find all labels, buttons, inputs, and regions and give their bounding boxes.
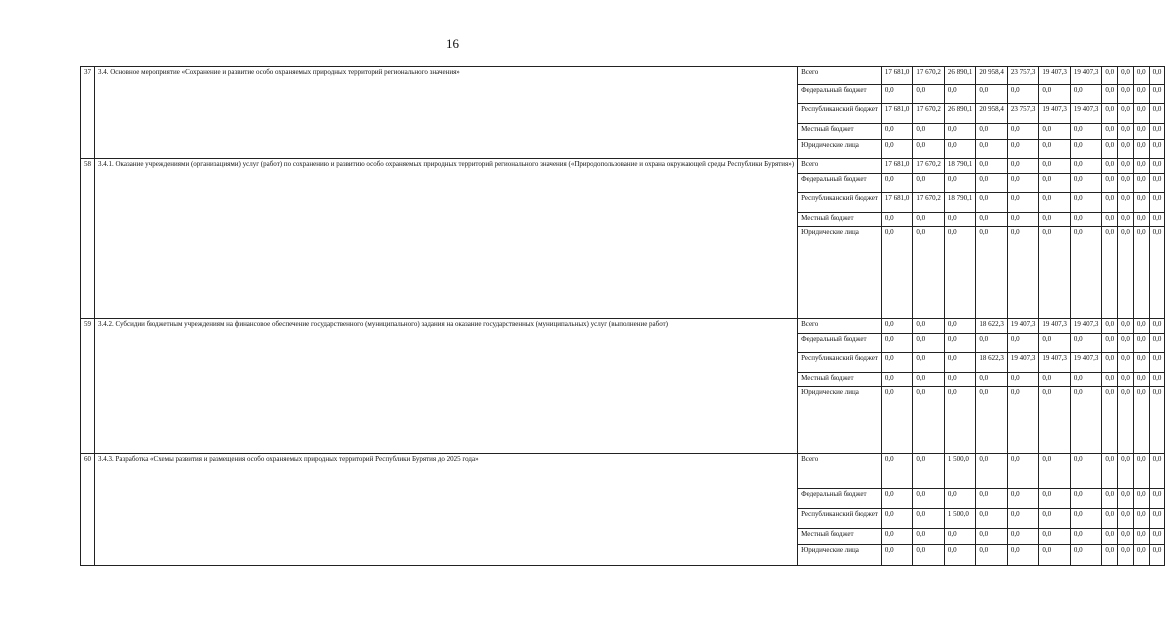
amount-cell: 0,0 [881, 489, 913, 509]
amount-cell: 0,0 [881, 319, 913, 334]
amount-cell: 0,0 [944, 529, 976, 545]
amount-cell: 19 407,3 [1039, 104, 1071, 124]
funding-source: Республиканский бюджет [798, 104, 882, 124]
amount-cell: 0,0 [1133, 227, 1149, 319]
amount-cell: 0,0 [913, 373, 945, 387]
amount-cell: 0,0 [1149, 213, 1165, 227]
amount-cell: 18 622,3 [976, 319, 1008, 334]
funding-source: Всего [798, 319, 882, 334]
amount-cell: 0,0 [1102, 334, 1118, 353]
amount-cell: 17 670,2 [913, 67, 945, 85]
amount-cell: 0,0 [913, 334, 945, 353]
amount-cell: 0,0 [1118, 227, 1134, 319]
amount-cell: 18 790,1 [944, 159, 976, 174]
amount-cell: 0,0 [1007, 174, 1039, 193]
amount-cell: 0,0 [913, 509, 945, 529]
amount-cell: 0,0 [944, 489, 976, 509]
amount-cell: 0,0 [1039, 124, 1071, 140]
amount-cell: 0,0 [1039, 454, 1071, 489]
amount-cell: 0,0 [913, 454, 945, 489]
amount-cell: 0,0 [1007, 140, 1039, 159]
amount-cell: 0,0 [1007, 454, 1039, 489]
amount-cell: 0,0 [1070, 373, 1102, 387]
amount-cell: 0,0 [1007, 159, 1039, 174]
amount-cell: 0,0 [944, 174, 976, 193]
amount-cell: 19 407,3 [1070, 104, 1102, 124]
amount-cell: 0,0 [976, 509, 1008, 529]
amount-cell: 0,0 [881, 227, 913, 319]
measure-name: 3.4.3. Разработка «Схемы развития и размещения особо охраняемых природных территорий Республики Бурятия до 2025 года» [95, 454, 798, 566]
amount-cell: 0,0 [1133, 529, 1149, 545]
amount-cell: 17 670,2 [913, 104, 945, 124]
amount-cell: 0,0 [913, 174, 945, 193]
amount-cell: 0,0 [1102, 85, 1118, 104]
amount-cell: 0,0 [944, 387, 976, 454]
amount-cell: 0,0 [1102, 67, 1118, 85]
amount-cell: 0,0 [1149, 104, 1165, 124]
amount-cell: 0,0 [1007, 85, 1039, 104]
amount-cell: 0,0 [881, 545, 913, 566]
amount-cell: 0,0 [1070, 213, 1102, 227]
amount-cell: 0,0 [1133, 454, 1149, 489]
funding-source: Федеральный бюджет [798, 174, 882, 193]
amount-cell: 0,0 [1118, 545, 1134, 566]
amount-cell: 0,0 [1149, 353, 1165, 373]
amount-cell: 0,0 [1149, 174, 1165, 193]
funding-source: Республиканский бюджет [798, 509, 882, 529]
amount-cell: 0,0 [944, 373, 976, 387]
amount-cell: 0,0 [1149, 373, 1165, 387]
amount-cell: 19 407,3 [1039, 67, 1071, 85]
amount-cell: 0,0 [1149, 319, 1165, 334]
amount-cell: 0,0 [1070, 509, 1102, 529]
amount-cell: 0,0 [881, 454, 913, 489]
amount-cell: 0,0 [913, 213, 945, 227]
amount-cell: 0,0 [1007, 545, 1039, 566]
amount-cell: 17 670,2 [913, 193, 945, 213]
amount-cell: 0,0 [1039, 213, 1071, 227]
amount-cell: 0,0 [1007, 193, 1039, 213]
amount-cell: 0,0 [1149, 489, 1165, 509]
amount-cell: 0,0 [1039, 193, 1071, 213]
budget-table [80, 66, 1165, 566]
amount-cell: 23 757,3 [1007, 67, 1039, 85]
amount-cell: 19 407,3 [1007, 319, 1039, 334]
amount-cell: 0,0 [1118, 159, 1134, 174]
funding-source: Всего [798, 454, 882, 489]
amount-cell: 0,0 [944, 334, 976, 353]
amount-cell: 0,0 [1070, 124, 1102, 140]
row-number: 37 [81, 67, 95, 159]
amount-cell: 0,0 [1102, 193, 1118, 213]
amount-cell: 0,0 [913, 545, 945, 566]
amount-cell: 0,0 [1039, 509, 1071, 529]
amount-cell: 0,0 [1070, 387, 1102, 454]
amount-cell: 0,0 [1070, 227, 1102, 319]
amount-cell: 0,0 [1149, 85, 1165, 104]
amount-cell: 0,0 [1118, 353, 1134, 373]
amount-cell: 0,0 [1102, 353, 1118, 373]
amount-cell: 0,0 [1102, 213, 1118, 227]
amount-cell: 0,0 [1102, 529, 1118, 545]
amount-cell: 0,0 [1007, 334, 1039, 353]
amount-cell: 17 681,0 [881, 193, 913, 213]
amount-cell: 0,0 [1070, 159, 1102, 174]
amount-cell: 23 757,3 [1007, 104, 1039, 124]
amount-cell: 0,0 [1007, 213, 1039, 227]
amount-cell: 1 500,0 [944, 509, 976, 529]
amount-cell: 0,0 [1133, 213, 1149, 227]
funding-source: Местный бюджет [798, 373, 882, 387]
row-number: 59 [81, 319, 95, 454]
amount-cell: 0,0 [976, 159, 1008, 174]
amount-cell: 0,0 [1133, 174, 1149, 193]
amount-cell: 0,0 [1118, 67, 1134, 85]
amount-cell: 18 790,1 [944, 193, 976, 213]
funding-source: Местный бюджет [798, 124, 882, 140]
amount-cell: 0,0 [881, 334, 913, 353]
amount-cell: 0,0 [913, 387, 945, 454]
amount-cell: 0,0 [913, 319, 945, 334]
amount-cell: 0,0 [1118, 319, 1134, 334]
amount-cell: 0,0 [1133, 124, 1149, 140]
funding-source: Местный бюджет [798, 213, 882, 227]
amount-cell: 0,0 [881, 174, 913, 193]
amount-cell: 0,0 [1070, 193, 1102, 213]
amount-cell: 19 407,3 [1007, 353, 1039, 373]
amount-cell: 0,0 [1039, 85, 1071, 104]
amount-cell: 0,0 [1118, 334, 1134, 353]
amount-cell: 0,0 [881, 85, 913, 104]
amount-cell: 0,0 [1039, 545, 1071, 566]
amount-cell: 0,0 [1070, 454, 1102, 489]
funding-source: Местный бюджет [798, 529, 882, 545]
amount-cell: 0,0 [881, 373, 913, 387]
funding-source: Всего [798, 159, 882, 174]
amount-cell: 0,0 [1133, 67, 1149, 85]
amount-cell: 0,0 [1149, 124, 1165, 140]
amount-cell: 0,0 [1007, 489, 1039, 509]
amount-cell: 0,0 [1039, 373, 1071, 387]
amount-cell: 0,0 [976, 373, 1008, 387]
amount-cell: 0,0 [944, 227, 976, 319]
funding-source: Юридические лица [798, 140, 882, 159]
amount-cell: 0,0 [1149, 545, 1165, 566]
amount-cell: 0,0 [1118, 529, 1134, 545]
amount-cell: 0,0 [976, 545, 1008, 566]
funding-source: Федеральный бюджет [798, 334, 882, 353]
amount-cell: 0,0 [976, 529, 1008, 545]
amount-cell: 0,0 [1133, 387, 1149, 454]
amount-cell: 0,0 [1039, 529, 1071, 545]
funding-source: Федеральный бюджет [798, 85, 882, 104]
amount-cell: 0,0 [881, 387, 913, 454]
amount-cell: 0,0 [1133, 193, 1149, 213]
amount-cell: 0,0 [1102, 509, 1118, 529]
row-number: 60 [81, 454, 95, 566]
amount-cell: 0,0 [1149, 227, 1165, 319]
amount-cell: 20 958,4 [976, 104, 1008, 124]
amount-cell: 0,0 [1133, 140, 1149, 159]
amount-cell: 17 681,0 [881, 104, 913, 124]
amount-cell: 0,0 [1118, 124, 1134, 140]
funding-source: Всего [798, 67, 882, 85]
amount-cell: 0,0 [1102, 454, 1118, 489]
amount-cell: 0,0 [913, 529, 945, 545]
amount-cell: 0,0 [944, 545, 976, 566]
amount-cell: 0,0 [1007, 373, 1039, 387]
amount-cell: 1 500,0 [944, 454, 976, 489]
amount-cell: 0,0 [1102, 387, 1118, 454]
amount-cell: 0,0 [1102, 545, 1118, 566]
amount-cell: 17 670,2 [913, 159, 945, 174]
amount-cell: 0,0 [1070, 529, 1102, 545]
amount-cell: 0,0 [1070, 174, 1102, 193]
amount-cell: 26 890,1 [944, 67, 976, 85]
amount-cell: 0,0 [1070, 545, 1102, 566]
amount-cell: 0,0 [976, 140, 1008, 159]
amount-cell: 0,0 [913, 85, 945, 104]
amount-cell: 0,0 [1118, 140, 1134, 159]
amount-cell: 0,0 [1039, 227, 1071, 319]
page-number: 16 [446, 36, 459, 51]
amount-cell: 0,0 [976, 193, 1008, 213]
amount-cell: 0,0 [1070, 85, 1102, 104]
amount-cell: 0,0 [1039, 334, 1071, 353]
amount-cell: 19 407,3 [1070, 67, 1102, 85]
amount-cell: 0,0 [1133, 319, 1149, 334]
amount-cell: 0,0 [1007, 124, 1039, 140]
amount-cell: 0,0 [976, 489, 1008, 509]
amount-cell: 0,0 [1102, 104, 1118, 124]
amount-cell: 0,0 [1102, 159, 1118, 174]
amount-cell: 0,0 [1133, 353, 1149, 373]
amount-cell: 18 622,3 [976, 353, 1008, 373]
amount-cell: 0,0 [976, 454, 1008, 489]
measure-name: 3.4. Основное мероприятие «Сохранение и развитие особо охраняемых природных территорий регионального значения» [95, 67, 798, 159]
table-row [81, 454, 1165, 489]
amount-cell: 0,0 [913, 353, 945, 373]
amount-cell: 0,0 [1102, 227, 1118, 319]
amount-cell: 0,0 [1118, 193, 1134, 213]
amount-cell: 0,0 [1133, 104, 1149, 124]
amount-cell: 0,0 [913, 227, 945, 319]
amount-cell: 0,0 [1007, 227, 1039, 319]
funding-source: Республиканский бюджет [798, 193, 882, 213]
amount-cell: 0,0 [1118, 387, 1134, 454]
amount-cell: 19 407,3 [1070, 353, 1102, 373]
amount-cell: 17 681,0 [881, 159, 913, 174]
table-row [81, 67, 1165, 85]
amount-cell: 0,0 [1007, 509, 1039, 529]
amount-cell: 0,0 [1149, 387, 1165, 454]
amount-cell: 0,0 [1133, 85, 1149, 104]
amount-cell: 0,0 [1149, 140, 1165, 159]
amount-cell: 0,0 [976, 85, 1008, 104]
amount-cell: 0,0 [1007, 529, 1039, 545]
amount-cell: 0,0 [1102, 319, 1118, 334]
amount-cell: 0,0 [944, 140, 976, 159]
funding-source: Юридические лица [798, 545, 882, 566]
amount-cell: 0,0 [1039, 140, 1071, 159]
funding-source: Федеральный бюджет [798, 489, 882, 509]
amount-cell: 17 681,0 [881, 67, 913, 85]
amount-cell: 0,0 [1039, 174, 1071, 193]
funding-source: Юридические лица [798, 387, 882, 454]
amount-cell: 0,0 [1039, 387, 1071, 454]
amount-cell: 0,0 [1149, 159, 1165, 174]
amount-cell: 0,0 [1102, 124, 1118, 140]
amount-cell: 0,0 [1149, 67, 1165, 85]
table-row [81, 319, 1165, 334]
amount-cell: 0,0 [1133, 373, 1149, 387]
amount-cell: 0,0 [1149, 509, 1165, 529]
measure-name: 3.4.2. Субсидии бюджетным учреждениям на финансовое обеспечение государственного (муниципального) задания на оказание государственных (муниципальных) услуг (выполнение работ) [95, 319, 798, 454]
measure-name: 3.4.1. Оказание учреждениями (организациями) услуг (работ) по сохранению и развитию особо охраняемых природных территорий регионального значения («Природопользование и охрана окружающей среды Республики Бурятия») [95, 159, 798, 319]
amount-cell: 0,0 [913, 140, 945, 159]
amount-cell: 0,0 [1102, 489, 1118, 509]
amount-cell: 0,0 [1149, 334, 1165, 353]
amount-cell: 0,0 [944, 124, 976, 140]
amount-cell: 0,0 [1118, 213, 1134, 227]
amount-cell: 0,0 [881, 353, 913, 373]
amount-cell: 19 407,3 [1039, 353, 1071, 373]
row-number: 58 [81, 159, 95, 319]
amount-cell: 0,0 [944, 319, 976, 334]
amount-cell: 0,0 [944, 85, 976, 104]
amount-cell: 0,0 [1118, 509, 1134, 529]
amount-cell: 0,0 [1149, 454, 1165, 489]
amount-cell: 0,0 [1118, 174, 1134, 193]
amount-cell: 0,0 [1070, 334, 1102, 353]
amount-cell: 0,0 [913, 489, 945, 509]
amount-cell: 0,0 [976, 334, 1008, 353]
amount-cell: 0,0 [1118, 373, 1134, 387]
amount-cell: 0,0 [1133, 545, 1149, 566]
amount-cell: 0,0 [1102, 174, 1118, 193]
amount-cell: 0,0 [976, 387, 1008, 454]
amount-cell: 0,0 [881, 124, 913, 140]
amount-cell: 20 958,4 [976, 67, 1008, 85]
amount-cell: 0,0 [881, 529, 913, 545]
amount-cell: 0,0 [1007, 387, 1039, 454]
table-row [81, 159, 1165, 174]
amount-cell: 0,0 [1133, 159, 1149, 174]
amount-cell: 0,0 [1102, 373, 1118, 387]
amount-cell: 0,0 [944, 353, 976, 373]
amount-cell: 0,0 [1133, 509, 1149, 529]
amount-cell: 19 407,3 [1070, 319, 1102, 334]
amount-cell: 0,0 [1133, 489, 1149, 509]
amount-cell: 26 890,1 [944, 104, 976, 124]
funding-source: Республиканский бюджет [798, 353, 882, 373]
amount-cell: 0,0 [1039, 489, 1071, 509]
amount-cell: 0,0 [1149, 529, 1165, 545]
amount-cell: 0,0 [1133, 334, 1149, 353]
amount-cell: 0,0 [881, 509, 913, 529]
amount-cell: 19 407,3 [1039, 319, 1071, 334]
amount-cell: 0,0 [913, 124, 945, 140]
amount-cell: 0,0 [1118, 104, 1134, 124]
amount-cell: 0,0 [976, 213, 1008, 227]
amount-cell: 0,0 [1118, 489, 1134, 509]
amount-cell: 0,0 [1039, 159, 1071, 174]
amount-cell: 0,0 [1118, 85, 1134, 104]
amount-cell: 0,0 [976, 174, 1008, 193]
amount-cell: 0,0 [1070, 489, 1102, 509]
amount-cell: 0,0 [881, 140, 913, 159]
amount-cell: 0,0 [976, 124, 1008, 140]
amount-cell: 0,0 [881, 213, 913, 227]
amount-cell: 0,0 [1118, 454, 1134, 489]
amount-cell: 0,0 [1102, 140, 1118, 159]
funding-source: Юридические лица [798, 227, 882, 319]
amount-cell: 0,0 [976, 227, 1008, 319]
amount-cell: 0,0 [944, 213, 976, 227]
amount-cell: 0,0 [1070, 140, 1102, 159]
amount-cell: 0,0 [1149, 193, 1165, 213]
table-body [81, 67, 1165, 566]
